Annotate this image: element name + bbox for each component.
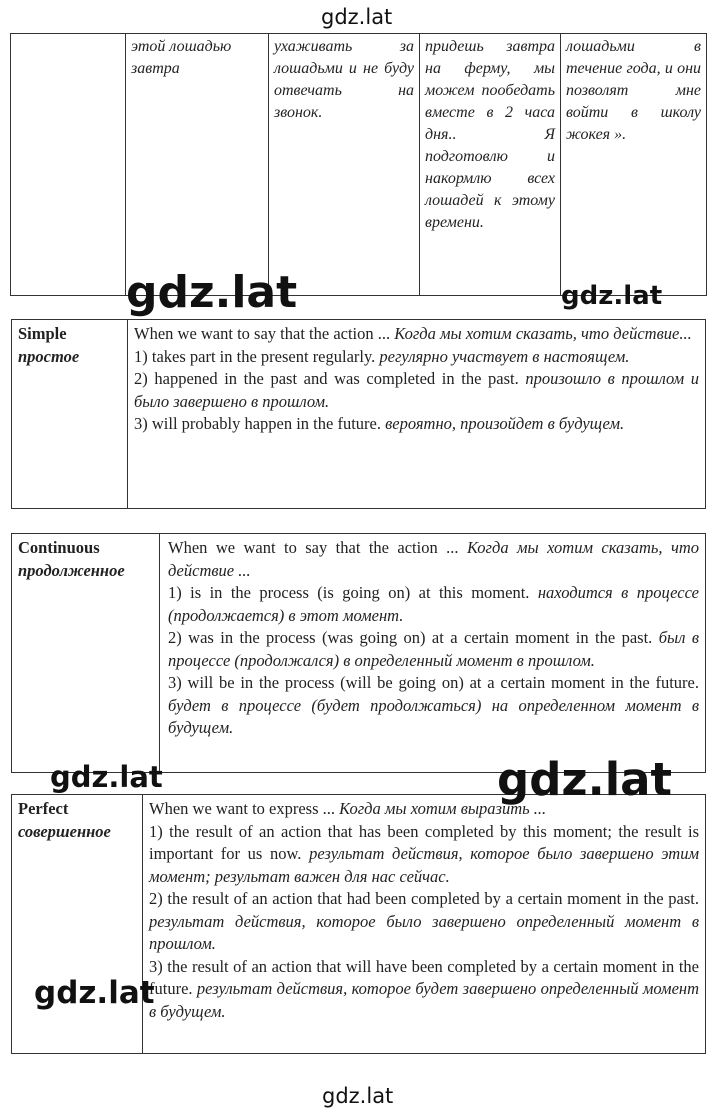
- simple-item-3-ru: вероятно, произойдет в будущем.: [385, 414, 625, 433]
- continuous-item-1-en: 1) is in the process (is going on) at this moment.: [168, 583, 530, 602]
- continuous-item-3-en: 3) will be in the process (will be going on) at a certain moment in the future.: [168, 673, 699, 692]
- simple-table: [11, 319, 706, 509]
- watermark-overlay-3: gdz.lat: [50, 760, 163, 794]
- perfect-intro-en: When we want to express ...: [149, 799, 336, 818]
- top-table: [10, 33, 707, 296]
- continuous-item-2: [168, 627, 699, 672]
- top-table-cell-2: этой лошадью завтра: [126, 34, 269, 296]
- continuous-item-2-ru: был в процессе (продолжался) в определенный момент в прошлом.: [168, 628, 699, 670]
- continuous-label-en: Continuous: [18, 538, 100, 557]
- continuous-item-3-ru: будет в процессе (будет продолжаться) на определенном момент в будущем.: [168, 695, 699, 737]
- perfect-content-cell: [143, 795, 706, 1054]
- continuous-item-1-ru: находится в процессе (продолжается) в этот момент.: [168, 583, 699, 625]
- watermark-overlay-5: gdz.lat: [34, 975, 155, 1011]
- perfect-label-ru: совершенное: [18, 821, 111, 841]
- continuous-intro-en: When we want to say that the action ...: [168, 538, 459, 557]
- simple-item-3: [134, 413, 699, 436]
- simple-row: [12, 320, 706, 509]
- simple-intro-en: When we want to say that the action ...: [134, 324, 391, 343]
- perfect-item-1: [149, 821, 699, 889]
- simple-item-2-ru: произошло в прошлом и было завершено в прошлом.: [134, 369, 699, 411]
- continuous-item-1: [168, 582, 699, 627]
- continuous-table: [11, 533, 706, 773]
- top-table-row: [11, 34, 707, 296]
- simple-intro: [134, 323, 699, 346]
- perfect-row: [12, 795, 706, 1054]
- continuous-item-3: [168, 672, 699, 740]
- watermark-overlay-1: gdz.lat: [126, 267, 298, 318]
- continuous-label-ru: продолженное: [18, 560, 125, 580]
- continuous-item-2-en: 2) was in the process (was going on) at a certain moment in the past.: [168, 628, 653, 647]
- perfect-item-3-en: 3) the result of an action that will have been completed by a certain moment in the future.: [149, 956, 699, 998]
- simple-item-2-en: 2) happened in the past and was completed in the past.: [134, 369, 519, 388]
- simple-intro-ru: Когда мы хотим сказать, что действие...: [394, 324, 692, 343]
- watermark-overlay-4: gdz.lat: [497, 753, 673, 806]
- simple-label-cell: [12, 320, 128, 509]
- simple-item-3-en: 3) will probably happen in the future.: [134, 414, 381, 433]
- top-table-cell-4: придешь завтра на ферму, мы можем пообедать вместе в 2 часа дня.. Я подготовлю и накормлю всех лошадей к этому времени.: [420, 34, 561, 296]
- continuous-label-cell: [12, 534, 160, 773]
- simple-item-1: [134, 346, 699, 369]
- top-table-cell-1: [11, 34, 126, 296]
- top-table-cell-3: ухаживать за лошадьми и не буду отвечать на звонок.: [269, 34, 420, 296]
- simple-item-1-en: 1) takes part in the present regularly.: [134, 346, 376, 366]
- perfect-intro-ru: Когда мы хотим выразить ...: [339, 799, 547, 818]
- perfect-item-2-en: 2) the result of an action that had been completed by a certain moment in the past.: [149, 889, 699, 908]
- perfect-item-3: [149, 956, 699, 1024]
- watermark-overlay-2: gdz.lat: [561, 281, 663, 311]
- top-table-cell-5: лошадьми в течение года, и они позволят мне войти в школу жокея ».: [561, 34, 707, 296]
- continuous-intro: [168, 537, 699, 582]
- perfect-item-1-en: 1) the result of an action that has been completed by this moment; the result is important for us now.: [149, 821, 699, 863]
- simple-item-1-ru: регулярно участвует в настоящем.: [379, 346, 630, 366]
- watermark-bottom: gdz.lat: [322, 1084, 394, 1108]
- simple-label-ru: простое: [18, 346, 80, 366]
- watermark-top: gdz.lat: [321, 5, 393, 29]
- perfect-item-2-ru: результат действия, которое было завершено определенный момент в прошлом.: [149, 911, 699, 953]
- simple-item-2: [134, 368, 699, 413]
- perfect-item-3-ru: результат действия, которое будет завершено определенный момент в будущем.: [149, 979, 699, 1021]
- simple-content-cell: [128, 320, 706, 509]
- perfect-table: [11, 794, 706, 1054]
- perfect-label-cell: [12, 795, 143, 1054]
- perfect-label-en: Perfect: [18, 799, 69, 818]
- continuous-content-cell: [160, 534, 706, 773]
- simple-label-en: Simple: [18, 324, 67, 343]
- continuous-row: [12, 534, 706, 773]
- continuous-intro-ru: Когда мы хотим сказать, что действие ...: [168, 538, 699, 580]
- perfect-item-2: [149, 888, 699, 956]
- perfect-item-1-ru: результат действия, которое было завершено этим момент; результат важен для нас сейчас.: [149, 844, 699, 886]
